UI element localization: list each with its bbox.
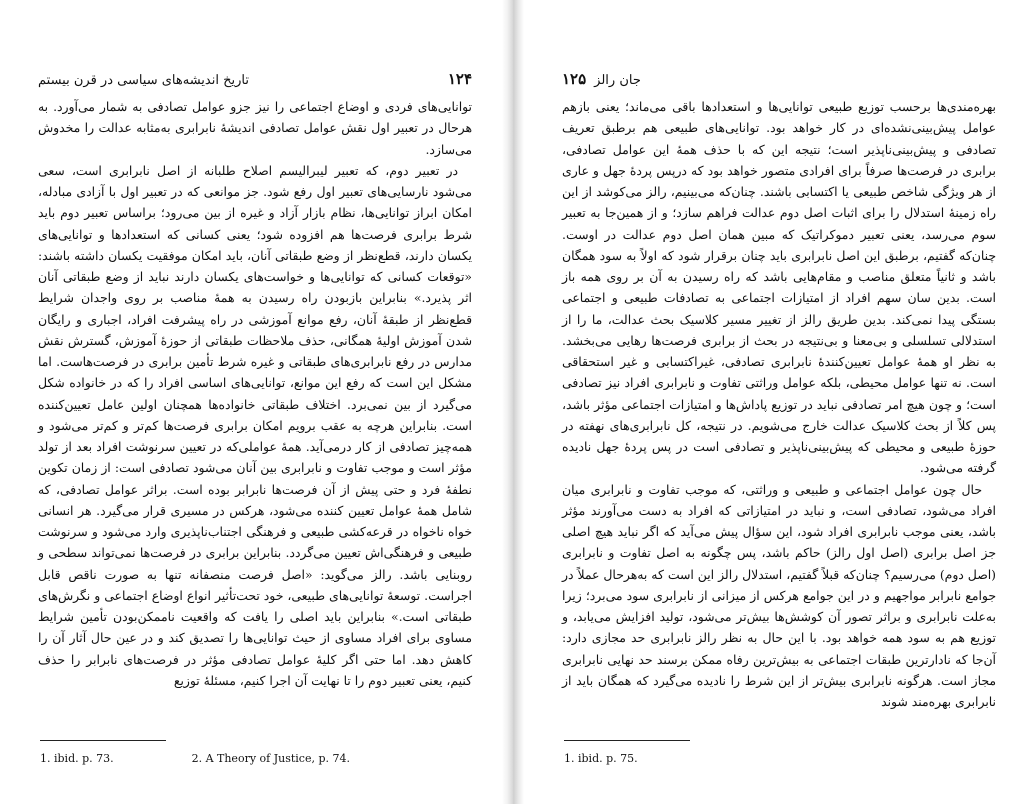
right-page bbox=[524, 0, 1026, 804]
right-page-number: ۱۲۵ bbox=[562, 70, 587, 88]
left-page-header bbox=[38, 66, 472, 88]
left-paragraph-2: در تعبیر دوم، که تعبیر لیبرالیسم اصلاح طلبانه از اصل نابرابری است، سعی می‌شود نارسایی‌های تعبیر اول رفع شود. جز موانعی که در تعبیر اول با آزادی مبادله، امکان ابراز توانایی‌ها، نظام بازار آزاد و غیره از بین می‌رود؛ براساس تعبیر دوم باید شرط برابری فرصت‌ها هم افزوده شود؛ یعنی کسانی که استعدادها و توانایی‌های یکسان دارند، قطع‌نظر از وضع طبقاتی آنان، باید امکان موفقیت یکسان داشته باشند: «توقعات کسانی که توانایی‌ها و خواست‌های یکسان دارند نباید از وضع طبقاتی آنان اثر پذیرد.» بنابراین بازبودن راه رسیدن به همهٔ مناصب بر روی واجدان شرایط قطع‌نظر از طبقهٔ آنان، رفع موانع آموزشی در راه پیشرفت افراد، اجباری و رایگان شدن آموزش اولیهٔ همگانی، حذف ملاحظات طبقاتی از حوزهٔ آموزش، گسترش نقش مدارس در رفع نابرابری‌های طبقاتی و غیره شرط تأمین برابری در فرصت‌هاست. اما مشکل این است که رفع این موانع، توانایی‌های اساسی افراد را که در خانواده شکل می‌گیرد از بین نمی‌برد. اختلاف طبقاتی خانواده‌ها همچنان اولین عامل تعیین‌کننده است. بنابراین هرچه به عقب برویم امکان برابری فرصت‌ها کم‌تر و کم‌تر می‌شود و همه‌چیز تصادفی از کار درمی‌آید. همهٔ عواملی‌که در تعیین سرنوشت افراد بعد از تولد مؤثر است و موجب تفاوت و نابرابری بین آنان می‌شود تصادفی است: از زمان تکوین نطفهٔ فرد و حتی پیش از آن فرصت‌ها نابرابر بوده است. براثر عوامل تصادفی، که شامل همهٔ عوامل تعیین کننده می‌شود، هرکس در مسیری قرار می‌گیرد. هر انسانی خواه ناخواه در قرعه‌کشی طبیعی و فرهنگی اجتناب‌ناپذیری وارد می‌شود و سرنوشت طبیعی و فرهنگی‌اش تعیین می‌گردد. بنابراین برابری در فرصت‌ها نمی‌تواند سطحی و روبنایی باشد. رالز می‌گوید: «اصل فرصت منصفانه تنها به صورت ناقص قابل اجراست. توسعهٔ توانایی‌های طبیعی، خود تحت‌تأثیر انواع اوضاع اجتماعی و نگرش‌های طبقاتی است.» بنابراین باید اصلی را یافت که واقعیت ناممکن‌بودن تأمین شرایط مساوی برای افراد مساوی از حیث توانایی‌ها را تصدیق کند و در عین حال آثار آن را کاهش دهد. اما حتی اگر کلیهٔ عوامل تصادفی مؤثر در فرصت‌های نابرابر را حذف کنیم، یعنی تعبیر دوم را تا نهایت آن اجرا کنیم، مسئلهٔ توزیع bbox=[38, 162, 472, 688]
left-footnotes bbox=[40, 752, 470, 770]
right-running-title: جان رالز bbox=[594, 73, 641, 88]
left-footnote-1: 1. ibid. p. 73. bbox=[40, 752, 114, 765]
right-paragraph-1: بهره‌مندی‌ها برحسب توزیع طبیعی توانایی‌ها و استعدادها باقی می‌ماند؛ یعنی بازهم عوامل پیش‌بینی‌نشده‌ای در کار خواهد بود. توانایی‌های طبیعی هم برطبق تعریف تصادفی و پیش‌بینی‌ناپذیر است؛ نتیجه این که با حذف همهٔ این عوامل تصادفی، برابری در فرصت‌ها صرفاً برای افرادی متصور خواهد بود که درپس پردهٔ جهل و عاری از هر ویژگی شاخص طبیعی یا اکتسابی باشند. چنان‌که می‌بینیم، رالز می‌کوشد از این راه زمینهٔ استدلال را برای اثبات اصل دوم عدالت فراهم سازد؛ و از همین‌جا به تعبیر سوم می‌رسد، یعنی تعبیر دموکراتیک که مبین همان اصل دوم عدالت در اوست. چنان‌که گفتیم، برطبق این اصل نابرابری باید چنان برقرار شود که اولاً به سود همگان باشد و ثانیاً متعلق مناصب و مقام‌هایی باشد که راه رسیدن به آن بر روی همه باز است. بدین سان سهم افراد از امتیازات اجتماعی به تصادفات طبیعی و اجتماعی بستگی پیدا نمی‌کند. بدین طریق رالز از تغییر مسیر کلاسیک بحث عدالت، ما را از استدلالی تسلسلی و بی‌معنا و بی‌نتیجه در بحث از برابری فرصت‌ها رهایی می‌بخشد. به نظر او همهٔ عوامل تعیین‌کنندهٔ نابرابری تصادفی، غیراکتسابی و غیر استحقاقی است. نه تنها عوامل محیطی، بلکه عوامل وراثتی تفاوت و نابرابری افراد نیز تصادفی است؛ و چون هیچ امر تصادفی نباید در توزیع پاداش‌ها و امتیازات اجتماعی مؤثر باشد، پس کلاً از بحث کلاسیک عدالت خارج می‌شویم. در نتیجه، کل نابرابری‌های نهفته در حوزهٔ طبیعی و محیطی که پیش‌بینی‌ناپذیر و تصادفی است در پس پردهٔ جهل نادیده گرفته می‌شود. bbox=[562, 99, 996, 476]
left-footnote-2: 2. A Theory of Justice, p. 74. bbox=[191, 752, 350, 765]
right-page-header bbox=[562, 66, 996, 88]
left-page bbox=[0, 0, 502, 804]
left-running-title: تاریخ اندیشه‌های سیاسی در قرن بیستم bbox=[38, 73, 249, 88]
left-page-number: ۱۲۴ bbox=[447, 70, 472, 88]
left-page-body bbox=[38, 96, 472, 691]
left-footnote-rule bbox=[40, 740, 166, 741]
right-footnote-rule bbox=[564, 740, 690, 741]
right-page-body bbox=[562, 96, 996, 712]
left-paragraph-1: توانایی‌های فردی و اوضاع اجتماعی را نیز جزو عوامل تصادفی به شمار می‌آورد. به هرحال در تعبیر اول نقش عوامل تصادفی اندیشهٔ نابرابری به‌مثابه عدالت را مخدوش می‌سازد. bbox=[38, 99, 472, 157]
right-paragraph-2: حال چون عوامل اجتماعی و طبیعی و وراثتی، که موجب تفاوت و نابرابری میان افراد می‌شود، تصادفی است، و نباید در امتیازاتی که افراد به دست می‌آورند مؤثر باشد، یعنی موجب نابرابری افراد شود، این سؤال پیش می‌آید که اگر نباید هیچ اصلی جز اصل برابری (اصل اول رالز) حاکم باشد، پس چگونه به اصل تفاوت و نابرابری (اصل دوم) می‌رسیم؟ چنان‌که قبلاً گفتیم، استدلال رالز این است که به‌هرحال عملاً در جوامع نابرابر مواجهیم و در این جوامع هرکس از میزانی از نابرابری سود می‌برد؛ زیرا به‌علت نابرابری و براثر تصور آن کوشش‌ها بیش‌تر می‌شود، تولید افزایش می‌یابد، و توزیع هم به سود همه خواهد بود. با این حال به نظر رالز نابرابری حد مجازی دارد: آن‌جا که نادارترین طبقات اجتماعی به بیش‌ترین رفاه ممکن برسند حد نهایی نابرابری مجاز است. هرگونه نابرابری بیش‌تر از این شرط را نادیده می‌گیرد که همگان باید از نابرابری بهره‌مند شوند bbox=[562, 481, 996, 709]
right-footnotes bbox=[564, 752, 994, 770]
book-gutter bbox=[502, 0, 524, 804]
right-footnote-1: 1. ibid. p. 75. bbox=[564, 752, 638, 765]
